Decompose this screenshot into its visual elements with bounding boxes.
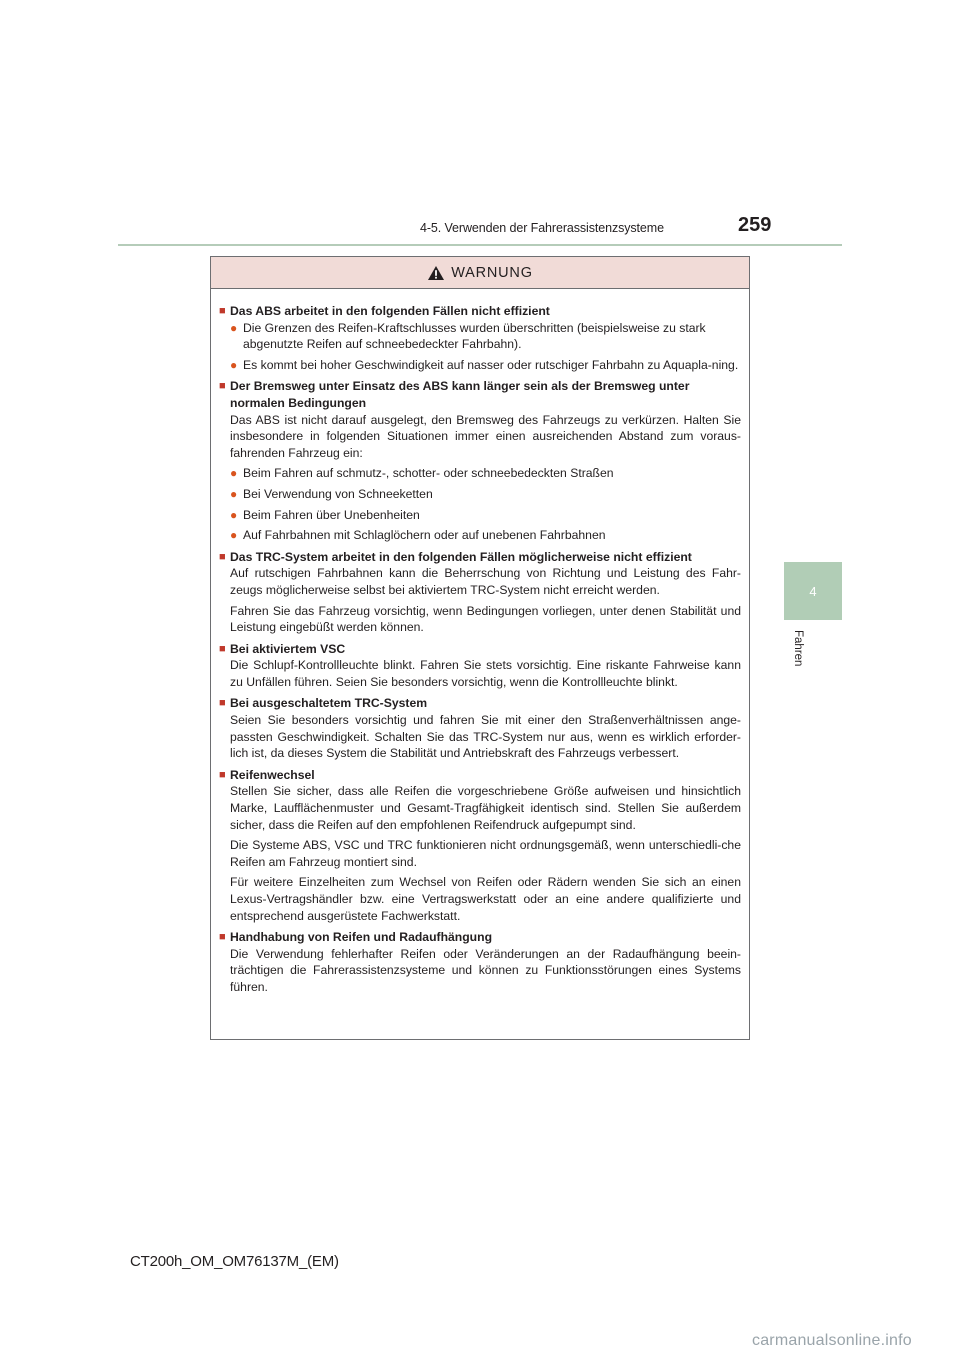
warning-paragraph: Stellen Sie sicher, dass alle Reifen die vorgeschriebene Größe aufweisen und hinsichtlich Marke, Laufflächenmuster und Gesamt-Tragfähigkeit identisch sind. Stellen Sie außerdem sicher, dass die Reifen auf den empfohlenen Reifendruck aufgepumpt sind. xyxy=(230,784,741,832)
heading-text: Das TRC-System arbeitet in den folgenden Fällen möglicherweise nicht effizient xyxy=(230,549,692,564)
bullet-item xyxy=(230,357,741,374)
square-bullet-icon: ■ xyxy=(219,550,226,563)
square-bullet-icon: ■ xyxy=(219,697,226,710)
warning-title: WARNUNG xyxy=(451,264,533,281)
chapter-label: Fahren xyxy=(792,630,804,667)
warning-content xyxy=(211,289,749,996)
warning-item-heading xyxy=(219,378,741,411)
bullet-text: Bei Verwendung von Schneeketten xyxy=(243,486,433,501)
heading-text: Bei ausgeschaltetem TRC-System xyxy=(230,696,428,711)
square-bullet-icon: ■ xyxy=(219,642,226,655)
warning-header xyxy=(211,257,749,289)
warning-paragraph: Die Verwendung fehlerhafter Reifen oder Veränderungen an der Radaufhängung beein-trächtigen die Fahrerassistenzsysteme und können zu Funktionsstörungen eines Systems führen. xyxy=(230,946,741,994)
header-divider xyxy=(118,244,842,246)
bullet-item xyxy=(230,320,741,353)
heading-text: Bei aktiviertem VSC xyxy=(230,641,346,656)
watermark: carmanualsonline.info xyxy=(752,1332,912,1349)
warning-paragraph: Für weitere Einzelheiten zum Wechsel von Reifen oder Rädern wenden Sie sich an einen Lexus-Vertragshändler bzw. eine Vertragswerkstatt oder an eine andere qualifizierte und entsprechend ausgerüstete Fachwerkstatt. xyxy=(230,875,741,923)
warning-item-heading xyxy=(219,767,741,784)
bullet-item xyxy=(230,465,741,482)
warning-item xyxy=(219,303,741,373)
warning-paragraph: Das ABS ist nicht darauf ausgelegt, den Bremsweg des Fahrzeugs zu verkürzen. Halten Sie insbesondere in folgenden Situationen immer einen ausreichenden Abstand zum voraus-fahrenden Fahrzeug ein: xyxy=(230,412,741,460)
warning-item xyxy=(219,929,741,995)
warning-item-heading xyxy=(219,641,741,658)
warning-triangle-icon xyxy=(427,265,445,281)
warning-box xyxy=(210,256,750,1040)
bullet-item xyxy=(230,486,741,503)
page-number: 259 xyxy=(738,214,772,236)
round-bullet-icon: ● xyxy=(230,320,238,335)
warning-item xyxy=(219,549,741,636)
chapter-label-container xyxy=(790,630,810,690)
warning-item-heading xyxy=(219,929,741,946)
warning-paragraph: Auf rutschigen Fahrbahnen kann die Beherrschung von Richtung und Leistung des Fahr-zeugs möglicherweise selbst bei aktiviertem TRC-System nicht erreicht werden. xyxy=(230,566,741,597)
warning-paragraph: Seien Sie besonders vorsichtig und fahren Sie mit einer den Straßenverhältnissen ange-passten Geschwindigkeit. Schalten Sie das TRC-System nur aus, wenn es wirklich erforder-lich ist, da dieses System die Stabilität und Antriebskraft des Fahrzeugs verbessert. xyxy=(230,713,741,761)
round-bullet-icon: ● xyxy=(230,507,238,522)
warning-item xyxy=(219,695,741,761)
warning-item-heading xyxy=(219,549,741,566)
warning-paragraph: Die Systeme ABS, VSC und TRC funktionieren nicht ordnungsgemäß, wenn unterschiedli-che Reifen am Fahrzeug montiert sind. xyxy=(230,838,741,869)
heading-text: Handhabung von Reifen und Radaufhängung xyxy=(230,930,493,945)
square-bullet-icon: ■ xyxy=(219,305,226,317)
square-bullet-icon: ■ xyxy=(219,931,226,944)
bullet-item xyxy=(230,527,741,544)
warning-item xyxy=(219,767,741,924)
bullet-text: Es kommt bei hoher Geschwindigkeit auf nasser oder rutschiger Fahrbahn zu Aquapla-ning. xyxy=(243,357,739,372)
bullet-text: Auf Fahrbahnen mit Schlaglöchern oder auf unebenen Fahrbahnen xyxy=(243,528,606,543)
square-bullet-icon: ■ xyxy=(219,380,226,393)
section-title: 4-5. Verwenden der Fahrerassistenzsysteme xyxy=(420,221,664,235)
chapter-number: 4 xyxy=(809,583,817,599)
heading-text: Der Bremsweg unter Einsatz des ABS kann länger sein als der Bremsweg unter normalen Bedingungen xyxy=(230,379,690,410)
round-bullet-icon: ● xyxy=(230,466,238,481)
warning-item-heading xyxy=(219,695,741,712)
round-bullet-icon: ● xyxy=(230,357,238,372)
bullet-text: Beim Fahren auf schmutz-, schotter- oder schneebedeckten Straßen xyxy=(243,466,614,481)
bullet-text: Die Grenzen des Reifen-Kraftschlusses wurden überschritten (beispielsweise zu stark abgenutzte Reifen auf schneebedeckter Fahrbahn). xyxy=(243,320,706,352)
heading-text: Das ABS arbeitet in den folgenden Fällen nicht effizient xyxy=(230,304,550,318)
square-bullet-icon: ■ xyxy=(219,768,226,781)
warning-paragraph: Fahren Sie das Fahrzeug vorsichtig, wenn Bedingungen vorliegen, unter denen Stabilität und Leistung eingebüßt werden können. xyxy=(230,603,741,635)
warning-item-heading xyxy=(219,303,741,320)
round-bullet-icon: ● xyxy=(230,486,238,501)
warning-paragraph: Die Schlupf-Kontrollleuchte blinkt. Fahren Sie stets vorsichtig. Eine riskante Fahrweise kann zu Unfällen führen. Seien Sie besonders vorsichtig, wenn die Kontrollleuchte blinkt. xyxy=(230,658,741,689)
bullet-item xyxy=(230,507,741,524)
warning-item xyxy=(219,378,741,543)
heading-text: Reifenwechsel xyxy=(230,767,315,782)
document-id: CT200h_OM_OM76137M_(EM) xyxy=(130,1253,339,1270)
warning-item xyxy=(219,641,741,691)
bullet-text: Beim Fahren über Unebenheiten xyxy=(243,507,420,522)
round-bullet-icon: ● xyxy=(230,528,238,543)
chapter-tab xyxy=(784,562,842,620)
